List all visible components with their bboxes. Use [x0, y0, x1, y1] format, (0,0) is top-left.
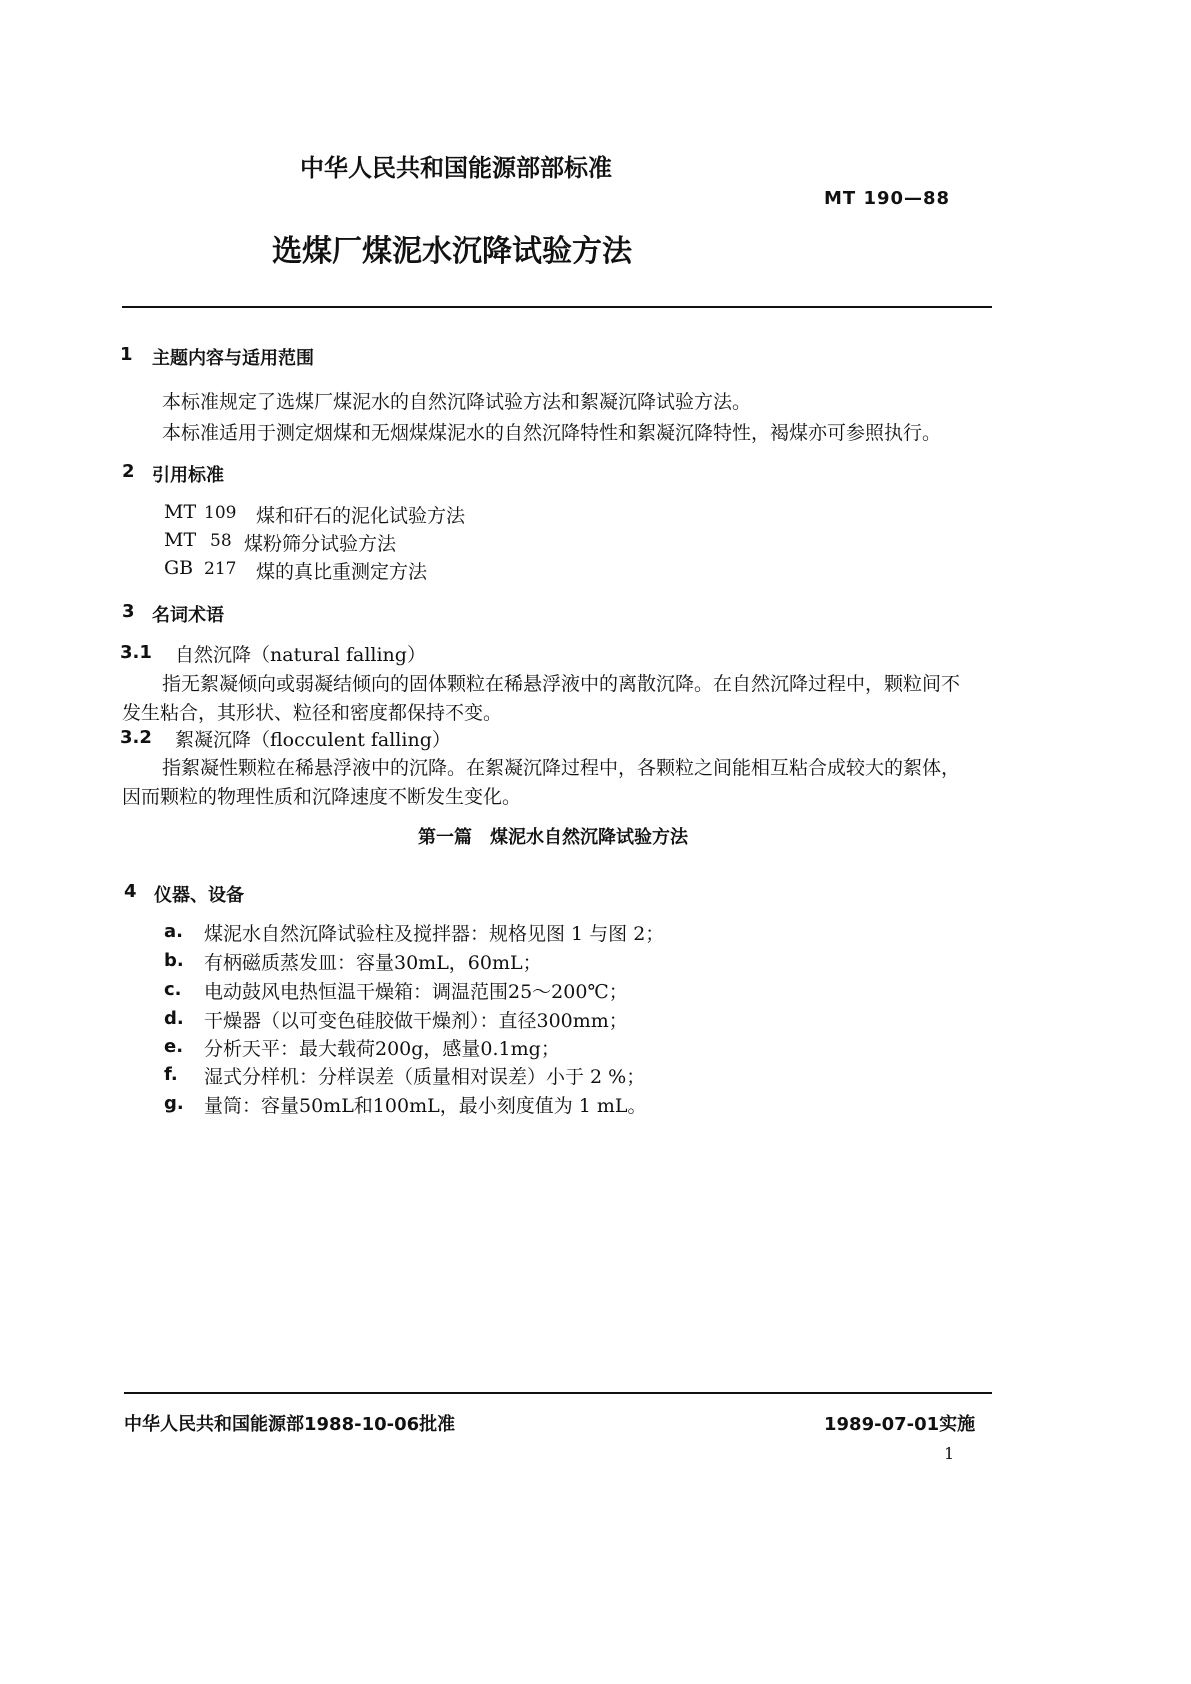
ref-name: 煤的真比重测定方法	[256, 561, 428, 583]
term-2-heading: 絮凝沉降（flocculent falling）	[175, 729, 451, 751]
issuer-heading: 中华人民共和国能源部部标准	[300, 154, 612, 182]
item-text: 干燥器（以可变色硅胶做干燥剂）：直径300mm；	[204, 1010, 628, 1032]
item-label: f.	[164, 1064, 178, 1085]
section-1-paragraph: 本标准规定了选煤厂煤泥水的自然沉降试验方法和絮凝沉降试验方法。	[162, 391, 752, 413]
item-text: 电动鼓风电热恒温干燥箱：调温范围25～200℃；	[204, 981, 628, 1003]
ref-name: 煤和矸石的泥化试验方法	[256, 505, 466, 527]
ref-number: 217	[204, 559, 237, 579]
standard-code: MT 190—88	[824, 188, 951, 209]
term-2-definition: 因而颗粒的物理性质和沉降速度不断发生变化。	[122, 786, 522, 808]
item-label: b.	[164, 950, 184, 971]
ref-number: 109	[204, 503, 237, 523]
ref-code: MT	[164, 501, 197, 523]
item-label: e.	[164, 1036, 184, 1057]
item-text: 有柄磁质蒸发皿：容量30mL，60mL；	[204, 952, 542, 974]
item-text: 湿式分样机：分样误差（质量相对误差）小于 2 %；	[204, 1066, 646, 1088]
term-1-definition: 指无絮凝倾向或弱凝结倾向的固体颗粒在稀悬浮液中的离散沉降。在自然沉降过程中，颗粒间不	[162, 673, 961, 695]
section-2-number: 2	[122, 461, 135, 482]
section-3-number: 3	[122, 601, 135, 622]
section-1-title: 主题内容与适用范围	[152, 348, 314, 369]
term-2-definition: 指絮凝性颗粒在稀悬浮液中的沉降。在絮凝沉降过程中，各颗粒之间能相互粘合成较大的絮体，	[162, 757, 961, 779]
item-label: a.	[164, 921, 183, 942]
section-4-number: 4	[124, 881, 137, 902]
approval-date: 中华人民共和国能源部1988-10-06批准	[124, 1414, 456, 1435]
section-1-paragraph: 本标准适用于测定烟煤和无烟煤煤泥水的自然沉降特性和絮凝沉降特性，褐煤亦可参照执行。	[162, 422, 942, 444]
footer-rule	[124, 1392, 992, 1394]
document-title: 选煤厂煤泥水沉降试验方法	[272, 234, 632, 269]
item-text: 分析天平：最大载荷200g，感量0.1mg；	[204, 1038, 560, 1060]
section-1-number: 1	[120, 344, 133, 365]
item-text: 煤泥水自然沉降试验柱及搅拌器：规格见图 1 与图 2；	[204, 923, 665, 945]
header-rule	[122, 306, 992, 308]
ref-number: 58	[210, 531, 232, 551]
effective-date: 1989-07-01实施	[824, 1414, 976, 1435]
ref-code: MT	[164, 529, 197, 551]
section-4-title: 仪器、设备	[154, 885, 244, 906]
term-1-definition: 发生粘合，其形状、粒径和密度都保持不变。	[122, 702, 503, 724]
page-number: 1	[944, 1444, 955, 1463]
ref-name: 煤粉筛分试验方法	[244, 533, 397, 555]
term-2-number: 3.2	[120, 727, 152, 748]
item-label: d.	[164, 1008, 184, 1029]
term-1-heading: 自然沉降（natural falling）	[175, 644, 426, 666]
item-text: 量筒：容量50mL和100mL，最小刻度值为 1 mL。	[204, 1095, 647, 1117]
item-label: c.	[164, 979, 182, 1000]
section-2-title: 引用标准	[152, 465, 224, 486]
section-3-title: 名词术语	[152, 605, 224, 626]
part-1-heading: 第一篇 煤泥水自然沉降试验方法	[418, 827, 688, 848]
item-label: g.	[164, 1093, 184, 1114]
ref-code: GB	[164, 557, 194, 579]
term-1-number: 3.1	[120, 642, 152, 663]
